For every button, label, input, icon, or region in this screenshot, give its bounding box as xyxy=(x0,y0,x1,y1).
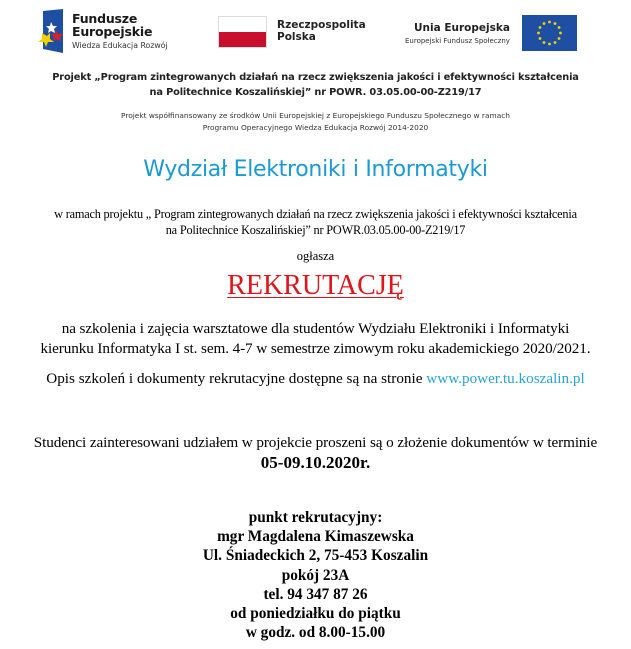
eu-star xyxy=(554,22,557,25)
documents-text: Opis szkoleń i dokumenty rekrutacyjne dostępne są na stronie xyxy=(46,370,427,387)
eu-star xyxy=(559,32,562,35)
documents-info xyxy=(0,370,631,388)
rzeczpospolita-line1: Rzeczpospolita xyxy=(277,19,366,32)
fundusze-title-line2: Europejskie xyxy=(72,24,153,40)
description-line2: kierunku Informatyka I st. sem. 4-7 w semestrze zimowym roku akademickiego 2020/2021. xyxy=(40,340,591,357)
contact-phone: tel. 94 347 87 26 xyxy=(263,585,368,603)
intro-line2: na Politechnice Koszalińskiej” nr POWR.03.05.00-00-Z219/17 xyxy=(165,223,466,237)
fundusze-title-line1: Fundusze xyxy=(72,11,138,27)
unia-title: Unia Europejska xyxy=(414,21,510,34)
contact-room: pokój 23A xyxy=(281,566,350,584)
eu-star xyxy=(543,41,546,44)
project-intro xyxy=(0,206,631,238)
recruitment-headline: REKRUTACJĘ xyxy=(227,270,404,301)
contact-person: mgr Magdalena Kimaszewska xyxy=(217,528,414,546)
cofinance-line1: Projekt współfinansowany ze środków Unii Europejskiej z Europejskiego Funduszu Społecznego w ramach xyxy=(121,111,510,120)
project-logo-banner xyxy=(0,0,631,143)
fundusze-europejskie-logo-icon xyxy=(38,9,64,53)
contact-days: od poniedziałku do piątku xyxy=(230,605,401,623)
cofinance-line2: Programu Operacyjnego Wiedza Edukacja Rozwój 2014-2020 xyxy=(202,123,429,132)
recruitment-description xyxy=(0,319,631,359)
eu-star xyxy=(539,37,542,40)
contact-hours: w godz. od 8.00-15.00 xyxy=(245,624,386,642)
project-title xyxy=(0,70,631,100)
recruitment-contact xyxy=(0,508,631,642)
faculty-title: Wydział Elektroniki i Informatyki xyxy=(143,157,488,182)
eu-star xyxy=(537,32,540,35)
intro-line1: w ramach projektu „ Program zintegrowanych działań na rzecz zwiększenia jakości i efektywności kształcenia xyxy=(54,207,577,221)
fundusze-subtitle: Wiedza Edukacja Rozwój xyxy=(72,40,168,50)
project-website-link[interactable]: www.power.tu.koszalin.pl xyxy=(426,370,585,387)
eu-flag-icon xyxy=(522,15,577,51)
rzeczpospolita-polska-logo xyxy=(218,16,366,48)
announces-text: ogłasza xyxy=(296,249,335,263)
polish-flag-icon xyxy=(218,16,267,48)
eu-star xyxy=(548,43,551,46)
submission-deadline: 05-09.10.2020r. xyxy=(260,453,371,472)
eu-star xyxy=(558,37,561,40)
fundusze-europejskie-logo xyxy=(38,8,168,54)
project-title-line1: Projekt „Program zintegrowanych działań na rzecz zwiększenia jakości i efektywności kształcenia xyxy=(52,72,579,83)
eu-star xyxy=(543,22,546,25)
description-line1: na szkolenia i zajęcia warsztatowe dla studentów Wydziału Elektroniki i Informatyki xyxy=(61,320,570,337)
rzeczpospolita-line2: Polska xyxy=(277,31,316,43)
contact-label: punkt rekrutacyjny: xyxy=(248,509,383,526)
contact-address: Ul. Śniadeckich 2, 75-453 Koszalin xyxy=(202,547,429,565)
submission-invite: Studenci zainteresowani udziałem w projekcie proszeni są o złożenie dokumentów w terminie xyxy=(33,434,598,451)
cofinance-note xyxy=(0,110,631,134)
eu-star xyxy=(558,26,561,29)
unia-subtitle: Europejski Fundusz Społeczny xyxy=(405,36,510,45)
project-title-line2: na Politechnice Koszalińskiej” nr POWR. 03.05.00-00-Z219/17 xyxy=(149,87,482,98)
unia-europejska-logo xyxy=(405,15,577,51)
eu-star xyxy=(548,21,551,24)
eu-star xyxy=(554,41,557,44)
eu-star xyxy=(539,26,542,29)
